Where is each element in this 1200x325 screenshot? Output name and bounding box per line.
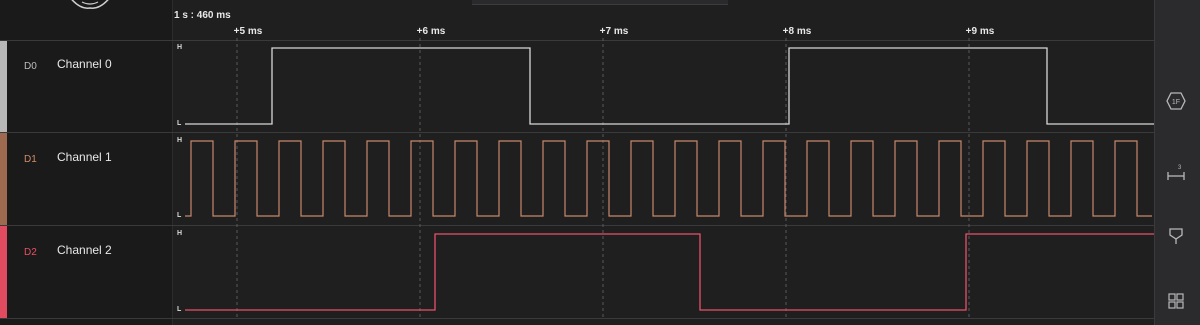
level-high-label: H xyxy=(177,230,183,237)
svg-text:1F: 1F xyxy=(1171,99,1181,106)
measure-1f-icon[interactable] xyxy=(1164,89,1188,113)
level-low-label: L xyxy=(177,120,182,127)
svg-text:3: 3 xyxy=(1178,165,1182,171)
time-tick-label: +7 ms xyxy=(599,26,629,37)
channel-id: D2 xyxy=(24,247,37,258)
channel-name: Channel 2 xyxy=(57,243,112,257)
time-reference: 1 s : 460 ms xyxy=(174,10,231,21)
annotation-marker-icon[interactable] xyxy=(1164,224,1188,248)
channel-name: Channel 0 xyxy=(57,57,112,71)
channel-1-waveform xyxy=(185,141,1152,216)
channel-0-waveform xyxy=(185,48,1154,124)
time-gridlines xyxy=(237,38,969,320)
time-tick-label: +9 ms xyxy=(965,26,995,37)
level-high-label: H xyxy=(177,137,183,144)
level-low-label: L xyxy=(177,212,182,219)
layout-grid-icon[interactable] xyxy=(1164,289,1188,313)
time-tick-label: +6 ms xyxy=(416,26,446,37)
time-tick-label: +8 ms xyxy=(782,26,812,37)
channel-name: Channel 1 xyxy=(57,150,112,164)
channel-id: D0 xyxy=(24,61,37,72)
level-high-label: H xyxy=(177,44,183,51)
channel-2-waveform xyxy=(185,234,1154,310)
level-low-label: L xyxy=(177,306,182,313)
channel-id: D1 xyxy=(24,154,37,165)
timing-marker-icon[interactable] xyxy=(1164,160,1188,184)
time-tick-label: +5 ms xyxy=(233,26,263,37)
